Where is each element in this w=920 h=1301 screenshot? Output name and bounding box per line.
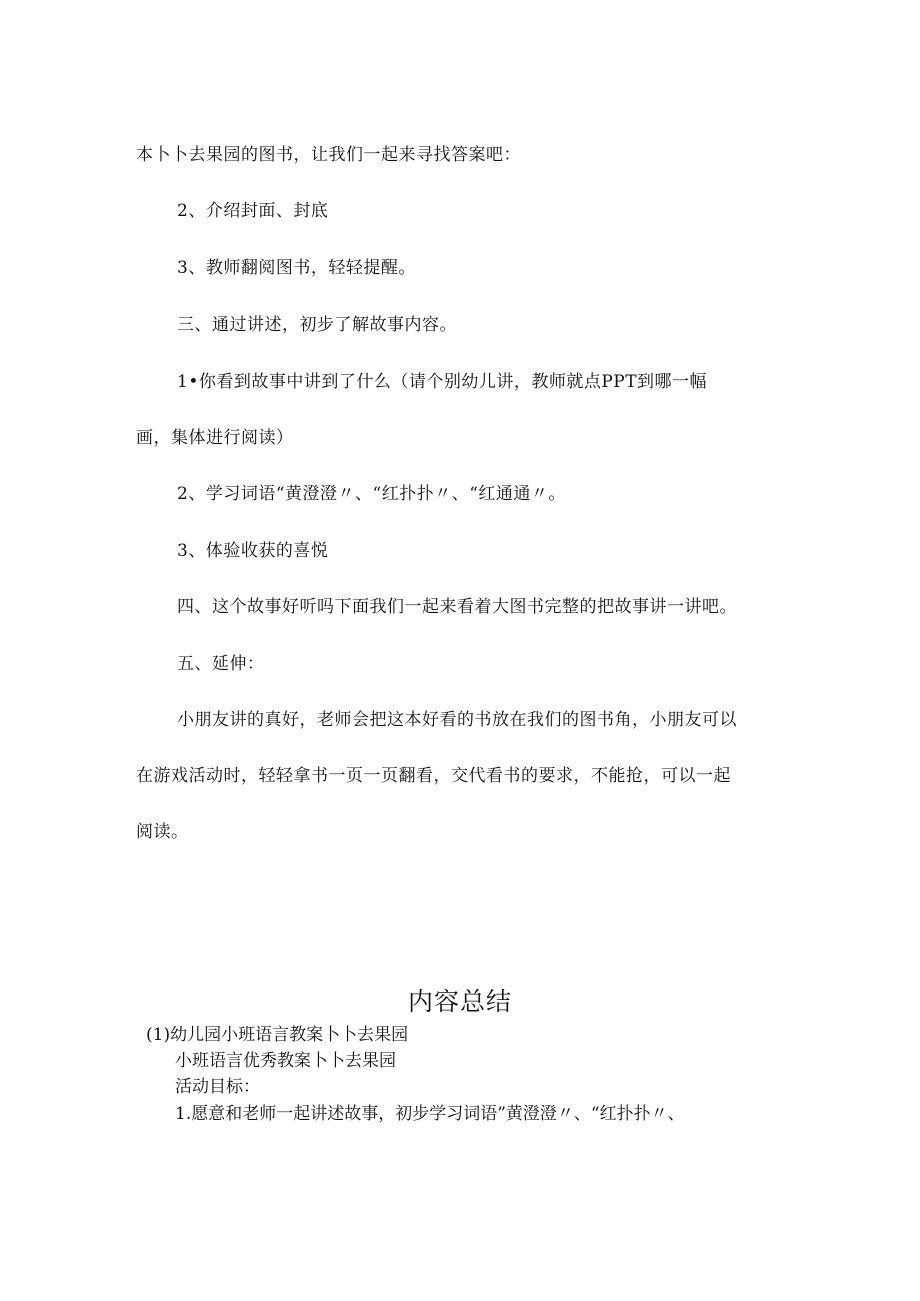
paragraph-line: 画，集体进行阅读） [136,428,294,448]
paragraph-line: 小朋友讲的真好，老师会把这本好看的书放在我们的图书角，小朋友可以 [177,710,737,730]
paragraph-line: 五、延伸： [177,654,265,674]
paragraph-line: 3、教师翻阅图书，轻轻提醒。 [177,258,416,278]
paragraph-line: 在游戏活动时，轻轻拿书一页一页翻看，交代看书的要求，不能抢，可以一起 [136,766,731,786]
summary-line: 1.愿意和老师一起讲述故事，初步学习词语”黄澄澄〃、“红扑扑〃、 [175,1104,685,1124]
paragraph-line: 2、介绍封面、封底 [177,201,329,221]
summary-line: 小班语言优秀教案卜卜去果园 [175,1051,396,1071]
paragraph-line: 四、这个故事好听吗下面我们一起来看着大图书完整的把故事讲一讲吧。 [177,597,737,617]
paragraph-line: 1•你看到故事中讲到了什么（请个别幼儿讲，教师就点PPT到哪一幅 [177,372,708,392]
summary-line: 活动目标： [175,1077,260,1097]
paragraph-line: 阅读。 [136,822,189,842]
paragraph-line: 3、体验收获的喜悦 [177,541,329,561]
summary-title: 内容总结 [407,987,512,1016]
paragraph-line: 三、通过讲述，初步了解故事内容。 [177,315,457,335]
paragraph-line: 本卜卜去果园的图书，让我们一起来寻找答案吧： [136,145,521,165]
summary-line: (1)幼儿园小班语言教案卜卜去果园 [146,1025,409,1045]
paragraph-line: 2、学习词语“黄澄澄〃、“红扑扑〃、“红通通〃。 [177,484,566,504]
